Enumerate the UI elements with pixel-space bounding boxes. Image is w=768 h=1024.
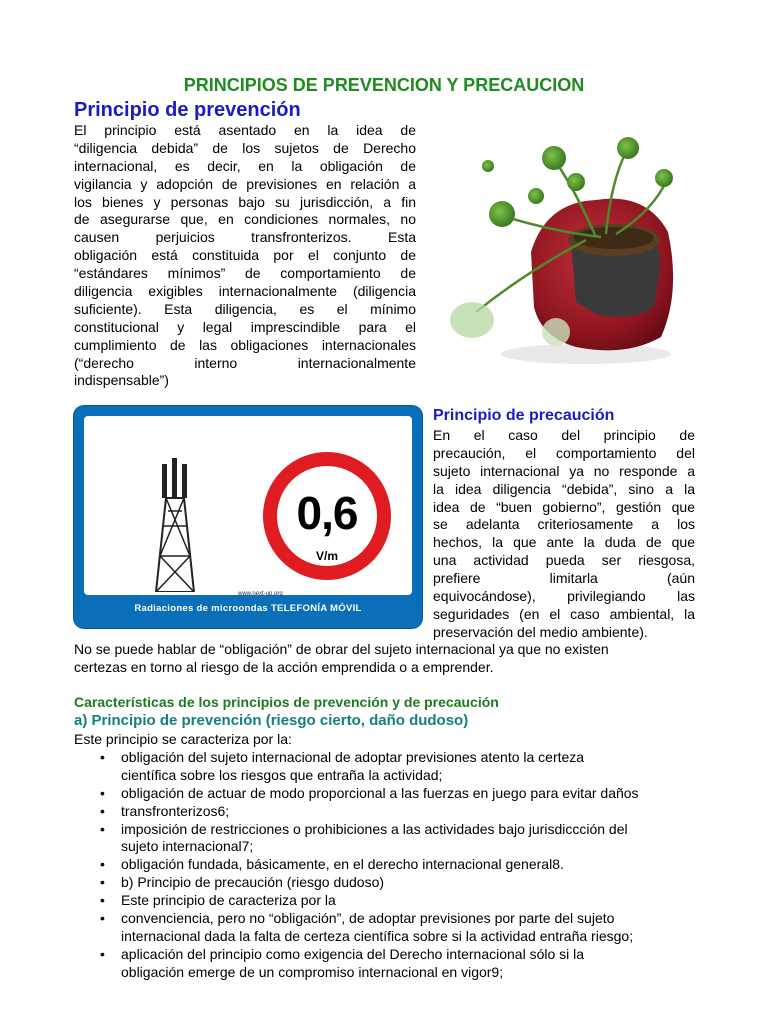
text-line: cumplimiento de las obligaciones internacionales	[74, 336, 416, 353]
text-line: obligación está constituida por el conjunto de	[74, 247, 416, 264]
text-line: El principio está asentado en la idea de	[74, 122, 416, 138]
sign-caption: Radiaciones de microondas TELEFONÍA MÓVIL	[134, 603, 362, 614]
heading-caracteristicas: Características de los principios de prevención y de precaución	[74, 694, 499, 710]
list-item-line: • convenciencia, pero no “obligación”, de adoptar previsiones por parte del sujeto	[121, 910, 615, 927]
page-title: PRINCIPIOS DE PREVENCION Y PRECAUCION	[183, 75, 585, 95]
text-line: de asegurarse que, en condiciones normales, no	[74, 211, 416, 228]
text-line: precaución, el comportamiento del	[433, 444, 695, 461]
list-item	[74, 821, 734, 857]
text-line: En el caso del principio de	[433, 427, 695, 443]
list-item	[74, 749, 734, 785]
text-line: “diligencia debida” de los sujetos de Derecho	[74, 139, 416, 156]
paragraph-prevencion	[74, 122, 416, 390]
list-item	[74, 910, 734, 946]
subheading-prevencion: a) Principio de prevención (riesgo cierto, daño dudoso)	[74, 712, 469, 729]
text-line: indispensable”)	[74, 372, 169, 389]
plant-pot-image	[436, 122, 686, 372]
list-item	[74, 856, 734, 874]
list-item-line: • obligación del sujeto internacional de adoptar previsiones atento la certeza	[121, 749, 585, 765]
list-item-line: • obligación fundada, básicamente, en el derecho internacional general8.	[121, 856, 564, 873]
list-item-line: • Este principio de caracteriza por la	[121, 892, 336, 909]
text-line: diligencia exigibles internacionalmente (diligencia	[74, 283, 416, 300]
paragraph-precaucion-continuation	[74, 641, 704, 677]
list-item-line: • transfronterizos6;	[121, 802, 230, 819]
text-line: equivocándose), privilegiando las	[433, 588, 695, 605]
text-line: una actividad pueda ser riesgosa,	[433, 552, 695, 569]
antenna-tower-icon	[140, 456, 210, 592]
text-line: “estándares mínimos” de comportamiento de	[74, 265, 416, 282]
paragraph-precaucion	[433, 427, 695, 642]
text-line: los bienes y personas bajo su jurisdicción, a fin	[74, 193, 416, 210]
text-line: sujeto internacional ya no responde a	[433, 462, 695, 479]
list-item	[74, 892, 734, 910]
list-item-line: • b) Principio de precaución (riesgo dudoso)	[121, 874, 385, 891]
text-line: la idea diligencia “debida”, sino a la	[433, 480, 695, 497]
list-item-line: • aplicación del principio como exigencia del Derecho internacional sólo si la	[121, 945, 585, 962]
list-item-line: sujeto internacional7;	[121, 838, 254, 855]
list-item-line: internacional dada la falta de certeza científica sobre si la actividad entraña riesgo;	[121, 927, 634, 944]
heading-precaucion: Principio de precaución	[433, 407, 615, 424]
text-line: internacional, es decir, en la obligación de	[74, 157, 416, 174]
list-item-line: científica sobre los riesgos que entraña la actividad;	[121, 766, 443, 783]
limit-value: 0,6	[296, 487, 358, 539]
limit-unit: V/m	[315, 549, 338, 563]
text-line: suficiente). Esta diligencia, es el mínimo	[74, 300, 416, 317]
intro-text: Este principio se caracteriza por la:	[74, 731, 292, 747]
list-item-line: obligación emerge de un compromiso internacional en vigor9;	[121, 963, 504, 980]
text-line: hechos, la que ante la duda de que	[433, 534, 695, 551]
text-line: se adelanta criteriosamente a los	[433, 516, 695, 533]
list-item	[74, 946, 734, 982]
sign-url: www.next-up.org	[238, 591, 283, 597]
list-item-line: • imposición de restricciones o prohibiciones a las actividades bajo jurisdiccción del	[121, 820, 628, 837]
text-line: idea de “buen gobierno”, gestión que	[433, 498, 695, 515]
text-line: (“derecho interno internacionalmente	[74, 354, 416, 371]
list-item	[74, 785, 734, 803]
text-line: preservación del medio ambiente).	[433, 623, 648, 640]
text-line: causen perjuicios transfronterizos. Esta	[74, 229, 416, 246]
text-line: vigilancia y adopción de previsiones en relación a	[74, 175, 416, 192]
heading-prevencion: Principio de prevención	[74, 99, 301, 121]
list-item	[74, 803, 734, 821]
text-line: constitucional y legal imprescindible para el	[74, 318, 416, 335]
text-line: seguridades (en el caso ambiental, la	[433, 605, 695, 622]
list-item-line: • obligación de actuar de modo proporcional a las fuerzas en juego para evitar daños	[121, 784, 639, 801]
text-line: No se puede hablar de “obligación” de obrar del sujeto internacional ya que no existen	[74, 641, 609, 657]
text-line: certezas en torno al riesgo de la acción emprendida o a emprender.	[74, 658, 494, 675]
list-item	[74, 874, 734, 892]
text-line: prefiere limitarla (aún	[433, 570, 695, 587]
characteristics-list	[74, 749, 734, 982]
